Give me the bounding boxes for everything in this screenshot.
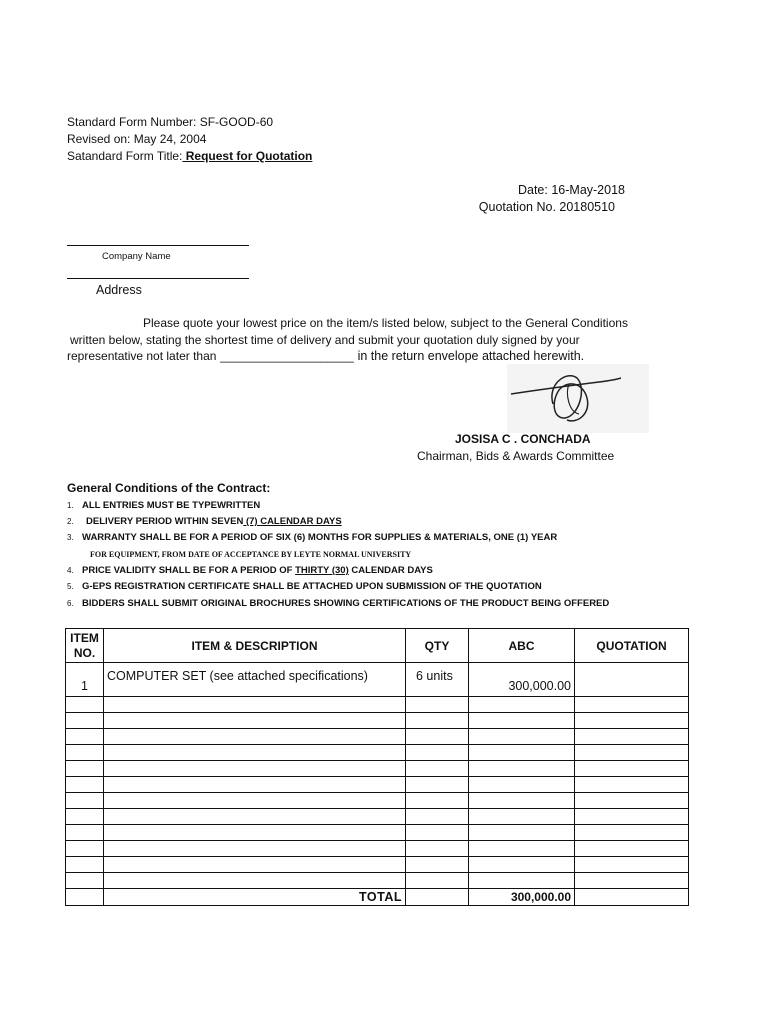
- condition-3-text: WARRANTY SHALL BE FOR A PERIOD OF SIX (6) MONTHS FOR SUPPLIES & MATERIALS, ONE (1) YEAR: [82, 532, 558, 543]
- condition-6-number: 6.: [67, 599, 74, 608]
- header-abc: ABC: [469, 629, 575, 663]
- header-item-no-line-1: ITEM: [70, 630, 99, 645]
- condition-3: [67, 532, 557, 543]
- conditions-heading: General Conditions of the Contract:: [67, 481, 271, 495]
- total-label: TOTAL: [104, 889, 406, 906]
- condition-5: [67, 581, 542, 592]
- header-description: ITEM & DESCRIPTION: [104, 629, 406, 663]
- condition-3-continued: FOR EQUIPMENT, FROM DATE OF ACCEPTANCE BY LEYTE NORMAL UNIVERSITY: [90, 550, 412, 559]
- table-row-empty: [66, 873, 689, 889]
- address-line: [67, 278, 249, 279]
- signature-image: [507, 364, 649, 433]
- signatory-position: Chairman, Bids & Awards Committee: [417, 449, 615, 463]
- items-table: [65, 628, 689, 906]
- table-row-empty: [66, 713, 689, 729]
- table-row-empty: [66, 825, 689, 841]
- header-item-no-line-2: NO.: [73, 645, 96, 660]
- table-row-empty: [66, 841, 689, 857]
- header-quotation: QUOTATION: [575, 629, 689, 663]
- header-item-no: [66, 629, 104, 663]
- body-line-3: [67, 349, 584, 363]
- table-row-empty: [66, 857, 689, 873]
- signatory-name: JOSISA C . CONCHADA: [455, 432, 591, 446]
- table-total-row: [66, 889, 689, 906]
- table-row-empty: [66, 729, 689, 745]
- header-qty: QTY: [406, 629, 469, 663]
- row-qty: 6 units: [406, 663, 469, 697]
- row-quotation[interactable]: [575, 663, 689, 697]
- table-row-empty: [66, 761, 689, 777]
- condition-1-text: ALL ENTRIES MUST BE TYPEWRITTEN: [82, 500, 261, 511]
- condition-2-underlined: (7) CALENDAR DAYS: [243, 516, 342, 527]
- table-row-empty: [66, 777, 689, 793]
- deadline-blank: ____________________: [220, 349, 354, 363]
- condition-5-text: G-EPS REGISTRATION CERTIFICATE SHALL BE ATTACHED UPON SUBMISSION OF THE QUOTATION: [82, 581, 542, 592]
- table-row-empty: [66, 793, 689, 809]
- body-line-2: written below, stating the shortest time of delivery and submit your quotation duly signed by your: [70, 333, 580, 347]
- condition-1: [67, 500, 260, 511]
- condition-4-text-end: CALENDAR DAYS: [348, 565, 433, 576]
- quotation-number: Quotation No. 20180510: [478, 200, 615, 214]
- condition-6: [67, 598, 609, 609]
- row-item-no: 1: [66, 663, 104, 697]
- condition-6-text: BIDDERS SHALL SUBMIT ORIGINAL BROCHURES SHOWING CERTIFICATIONS OF THE PRODUCT BEING OFFERED: [82, 598, 610, 609]
- form-title-line: [67, 149, 312, 163]
- form-title-label: Satandard Form Title:: [67, 149, 183, 163]
- table-row: [66, 663, 689, 697]
- table-row-empty: [66, 745, 689, 761]
- total-abc: 300,000.00: [469, 889, 575, 906]
- form-number: Standard Form Number: SF-GOOD-60: [67, 115, 274, 129]
- condition-2-text: DELIVERY PERIOD WITHIN SEVEN: [86, 516, 244, 527]
- form-title-value: Request for Quotation: [182, 149, 313, 163]
- condition-3-number: 3.: [67, 533, 74, 542]
- table-header-row: [66, 629, 689, 663]
- condition-5-number: 5.: [67, 582, 74, 591]
- condition-4-underlined: THIRTY (30): [295, 565, 349, 576]
- document-date: Date: 16-May-2018: [517, 183, 625, 197]
- row-description: COMPUTER SET (see attached specifications): [104, 663, 406, 697]
- company-name-label: Company Name: [102, 251, 171, 262]
- row-abc: 300,000.00: [469, 663, 575, 697]
- table-row-empty: [66, 809, 689, 825]
- condition-2: [67, 516, 342, 527]
- condition-4-number: 4.: [67, 566, 74, 575]
- condition-1-number: 1.: [67, 501, 74, 510]
- table-row-empty: [66, 697, 689, 713]
- address-label: Address: [96, 283, 142, 297]
- condition-4: [67, 565, 433, 576]
- revised-date: Revised on: May 24, 2004: [67, 132, 207, 146]
- condition-2-number: 2.: [67, 517, 74, 526]
- condition-4-text: PRICE VALIDITY SHALL BE FOR A PERIOD OF: [82, 565, 296, 576]
- body-line-3-start: representative not later than: [67, 349, 217, 363]
- body-line-3-end: in the return envelope attached herewith.: [357, 349, 585, 363]
- body-line-1: Please quote your lowest price on the item/s listed below, subject to the General Conditions: [143, 316, 628, 330]
- company-name-line: [67, 245, 249, 246]
